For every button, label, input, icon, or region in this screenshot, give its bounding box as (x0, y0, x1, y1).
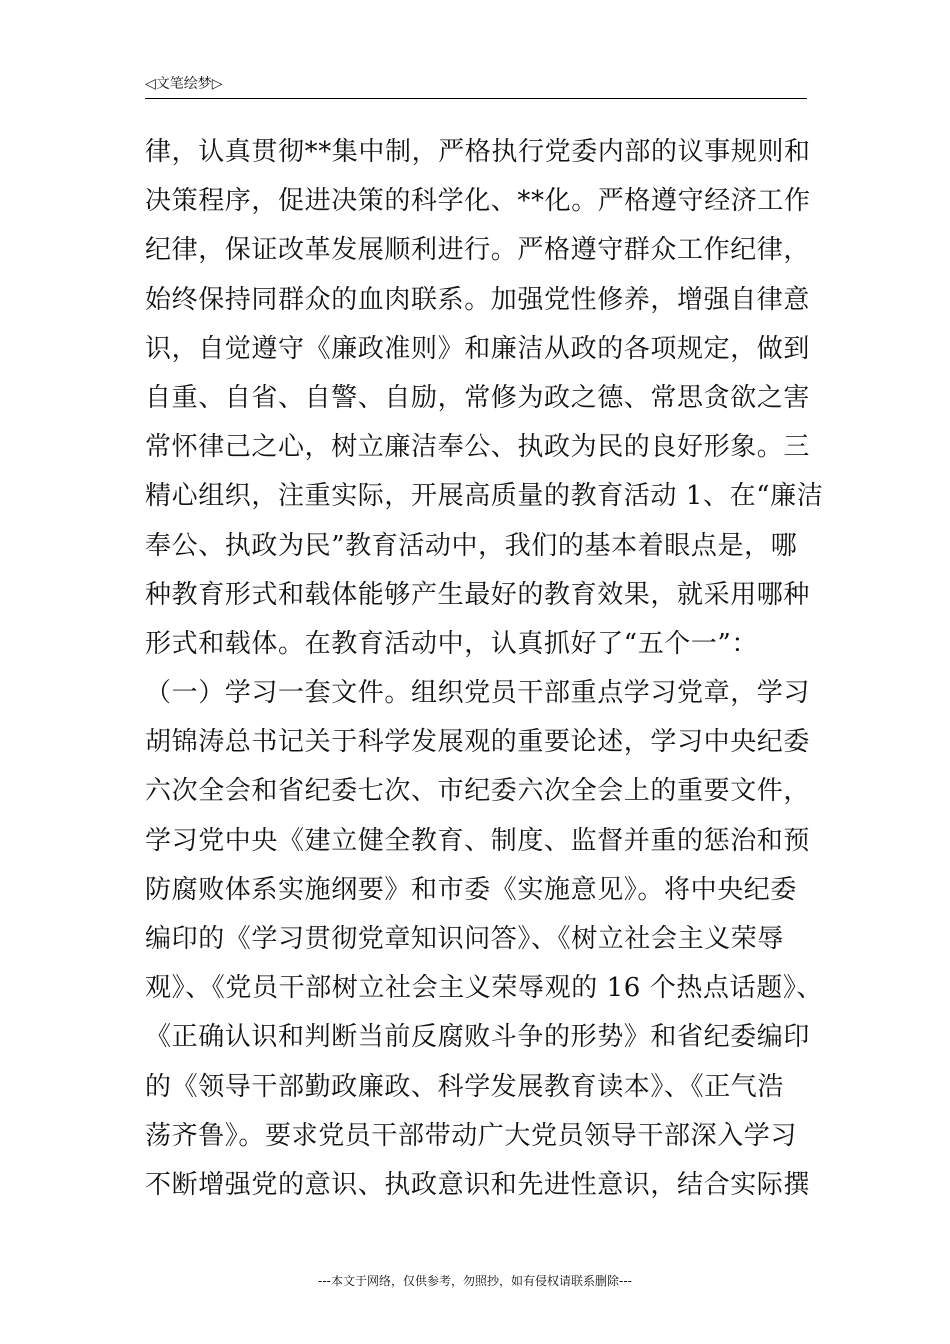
body-line: 胡锦涛总书记关于科学发展观的重要论述，学习中央纪委 (145, 727, 811, 758)
body-line: 精心组织，注重实际，开展高质量的教育活动 1、在“廉洁 (145, 481, 824, 512)
body-line: 形式和载体。在教育活动中，认真抓好了“五个一”： (145, 628, 758, 659)
body-line: 奉公、执政为民”教育活动中，我们的基本着眼点是，哪 (145, 530, 798, 561)
body-line: 六次全会和省纪委七次、市纪委六次全会上的重要文件， (145, 776, 811, 807)
body-line: 常怀律己之心，树立廉洁奉公、执政为民的良好形象。三 (145, 432, 811, 463)
body-line: 种教育形式和载体能够产生最好的教育效果，就采用哪种 (145, 579, 811, 610)
body-line: 不断增强党的意识、执政意识和先进性意识，结合实际撰 (145, 1169, 811, 1200)
body-line: 始终保持同群众的血肉联系。加强党性修养，增强自律意 (145, 284, 811, 315)
body-line: 纪律，保证改革发展顺利进行。严格遵守群众工作纪律， (145, 235, 811, 266)
body-line: 学习党中央《建立健全教育、制度、监督并重的惩治和预 (145, 825, 811, 856)
body-line: 决策程序，促进决策的科学化、**化。严格遵守经济工作 (145, 186, 811, 217)
body-line: 的《领导干部勤政廉政、科学发展教育读本》、《正气浩 (145, 1071, 785, 1102)
body-line: 编印的《学习贯彻党章知识问答》、《树立社会主义荣辱 (145, 924, 785, 954)
body-line: 自重、自省、自警、自励，常修为政之德、常思贪欲之害 (145, 382, 811, 413)
header-title: ◁文笔绘梦▷ (145, 76, 223, 92)
body-line: 识，自觉遵守《廉政准则》和廉洁从政的各项规定，做到 (145, 333, 811, 364)
body-line: 防腐败体系实施纲要》和市委《实施意见》。将中央纪委 (145, 874, 798, 905)
body-line: 观》、《党员干部树立社会主义荣辱观的 16 个热点话题》、 (145, 973, 824, 1004)
body-line: 《正确认识和判断当前反腐败斗争的形势》和省纪委编印 (145, 1022, 811, 1053)
body-line: 荡齐鲁》。要求党员干部带动广大党员领导干部深入学习 (145, 1120, 798, 1151)
page-header (145, 72, 807, 99)
document-body (145, 128, 825, 1210)
page-footer: ---本文于网络，仅供参考，勿照抄，如有侵权请联系删除--- (318, 1274, 632, 1288)
body-line: 律，认真贯彻**集中制，严格执行党委内部的议事规则和 (145, 137, 811, 167)
body-line: （一）学习一套文件。组织党员干部重点学习党章，学习 (145, 678, 811, 709)
